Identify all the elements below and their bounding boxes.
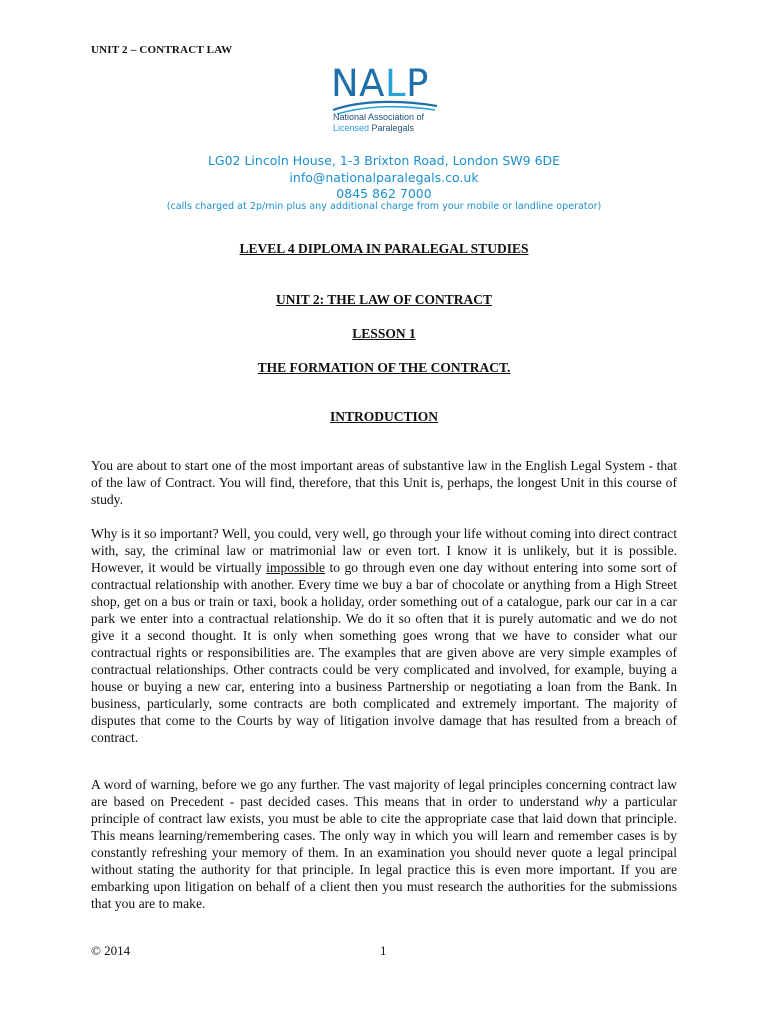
introduction-heading: INTRODUCTION [329,409,438,424]
contact-address: LG02 Lincoln House, 1-3 Brixton Road, London SW9 6DE [207,153,561,168]
footer-copyright: © 2014 [91,943,131,958]
logo-wordmark [331,64,429,104]
logo-letters-na: NA [331,62,385,105]
logo-letter-p: P [406,62,429,105]
logo-subtitle-licensed: Licensed [333,123,370,133]
paragraph-2-part-b: to go through even one day without entering into some sort of contractual relationship with another. Every time we buy a bar of chocolate or anything from a High Street shop, get on a bus or train or taxi, book a holiday, order something out of a catalogue, park our car in a car park we enter into a contractual relationship. We do it so often that it is purely automatic and we do not give it a second thought. It is only when something goes wrong that we have to consider what our contractual rights or responsibilities are. The examples that are given above are very simple examples of contractual relationships. Other contracts could be very complicated and involved, for example, buying a house or buying a new car, entering into a business Partnership or negotiating a loan from the Bank. In business, particularly, some contracts are both complicated and extremely important. The majority of disputes that come to the Courts by way of litigation involve damage that has resulted from a breach of contract. [91,560,677,745]
intro-paragraph-1: You are about to start one of the most important areas of substantive law in the English Legal System - that of the law of Contract. You will find, therefore, that this Unit is, perhaps, the longest Unit in this course of study. [91,458,677,507]
logo-subtitle-line1: National Association of [333,112,425,122]
topic-heading: THE FORMATION OF THE CONTRACT. [257,360,511,375]
contact-phone: 0845 862 7000 [336,186,432,201]
logo-subtitle-line2 [333,123,424,134]
paragraph-2-part-a: Why is it so important? Well, you could, very well, go through your life without coming into direct contract with, say, the criminal law or matrimonial law or even tort. I know it is unlikely, but it is possible. However, it would be virtually [91,526,677,575]
logo-letter-l: L [385,62,407,105]
contact-call-charges-note: (calls charged at 2p/min plus any additional charge from your mobile or landline operator) [166,201,602,212]
paragraph-3-part-b: a particular principle of contract law exists, you must be able to cite the appropriate case that laid down that principle. This means learning/remembering cases. The only way in which you will learn and remember cases is by constantly refreshing your memory of them. In an examination you should never quote a legal principal without stating the authority for that principle. In legal practice this is even more important. If you are embarking upon litigation on behalf of a client then you must research the authorities for the submissions that you are to make. [91,794,677,911]
paragraph-3-part-a: A word of warning, before we go any further. The vast majority of legal principles concerning contract law are based on Precedent - past decided cases. This means that in order to understand [91,777,677,809]
paragraph-3-italic-word: why [584,794,607,809]
running-header: UNIT 2 – CONTRACT LAW [91,44,233,56]
lesson-heading: LESSON 1 [352,326,416,341]
unit-heading: UNIT 2: THE LAW OF CONTRACT [276,292,492,307]
paragraph-2-underlined-word: impossible [266,560,326,575]
intro-paragraph-2 [91,525,677,746]
intro-paragraph-3 [91,776,677,912]
logo-subtitle-paralegals: Paralegals [369,123,415,133]
footer-page-number: 1 [380,943,387,958]
diploma-heading: LEVEL 4 DIPLOMA IN PARALEGAL STUDIES [239,241,529,256]
logo-subtitle [333,112,424,134]
contact-email[interactable]: info@nationalparalegals.co.uk [289,170,479,185]
